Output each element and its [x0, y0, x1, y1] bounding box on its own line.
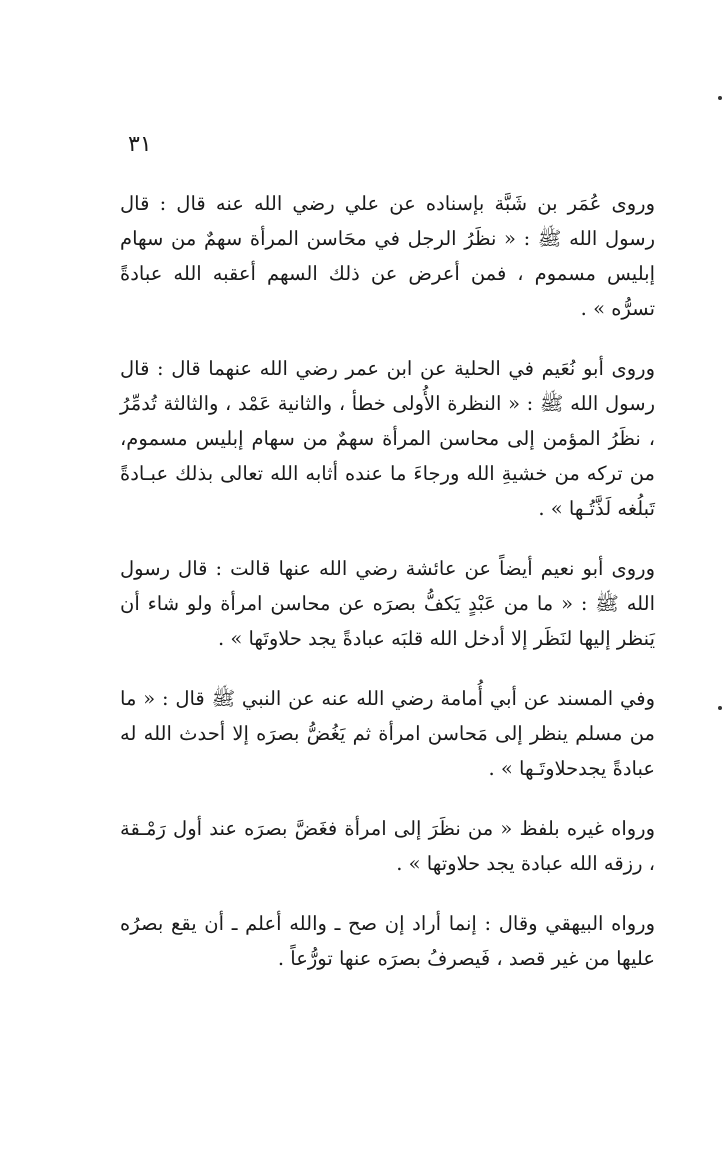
paragraph-musnad-abu-umama: وفي المسند عن أبي أُمامة رضي الله عنه عن النبي ﷺ قال : « ما من مسلم ينظر إلى مَحاسن امرأة ثم يَغُضُّ بصرَه إلا أحدث الله له عبادةً يجدحلاوتَـها » .	[120, 687, 655, 780]
page-number: ٣١	[128, 132, 152, 157]
page-body	[120, 186, 655, 976]
edge-mark-top	[718, 96, 722, 100]
paragraph-umar-ibn-shabba: وروى عُمَر بن شَبَّة بإسناده عن علي رضي الله عنه قال : قال رسول الله ﷺ : « نظَرُ الرجل في محَاسن المرأة سهمٌ من سهام إبليس مسموم ، فمن أعرض عن ذلك السهم أعقبه الله عبادةً تسرُّه » .	[120, 192, 655, 320]
paragraph-abu-nuaym-aisha: وروى أبو نعيم أيضاً عن عائشة رضي الله عنها قالت : قال رسول الله ﷺ : « ما من عَبْدٍ يَكفُّ بصرَه عن محاسن امرأة ولو شاء أن يَنظر إليها لنَظَر إلا أدخل الله قلبَه عبادةً يجد حلاوتَها » .	[120, 557, 655, 650]
edge-mark-bottom	[718, 706, 722, 710]
paragraph-other-wording: ورواه غيره بلفظ « من نظَرَ إلى امرأة فغَضَّ بصرَه عند أول رَمْـقة ، رزقه الله عبادة يجد حلاوتها » .	[120, 817, 655, 875]
paragraph-bayhaqi: ورواه البيهقي وقال : إنما أراد إن صح ـ والله أعلم ـ أن يقع بصرُه عليها من غير قصد ، فَيصرفُ بصرَه عنها تورُّعاً .	[120, 912, 655, 970]
paragraph-abu-nuaym-hilya: وروى أبو نُعَيم في الحلية عن ابن عمر رضي الله عنهما قال : قال رسول الله ﷺ : « النظرة الأُولى خطأ ، والثانية عَمْد ، والثالثة تُدمِّرُ ، نظَرُ المؤمن إلى محاسن المرأة سهمٌ من سهام إبليس مسموم، من تركه من خشيةِ الله ورجاءَ ما عنده أثابه الله تعالى بذلك عبـادةً تَبلُغه لَذَّتُـها » .	[120, 357, 655, 520]
